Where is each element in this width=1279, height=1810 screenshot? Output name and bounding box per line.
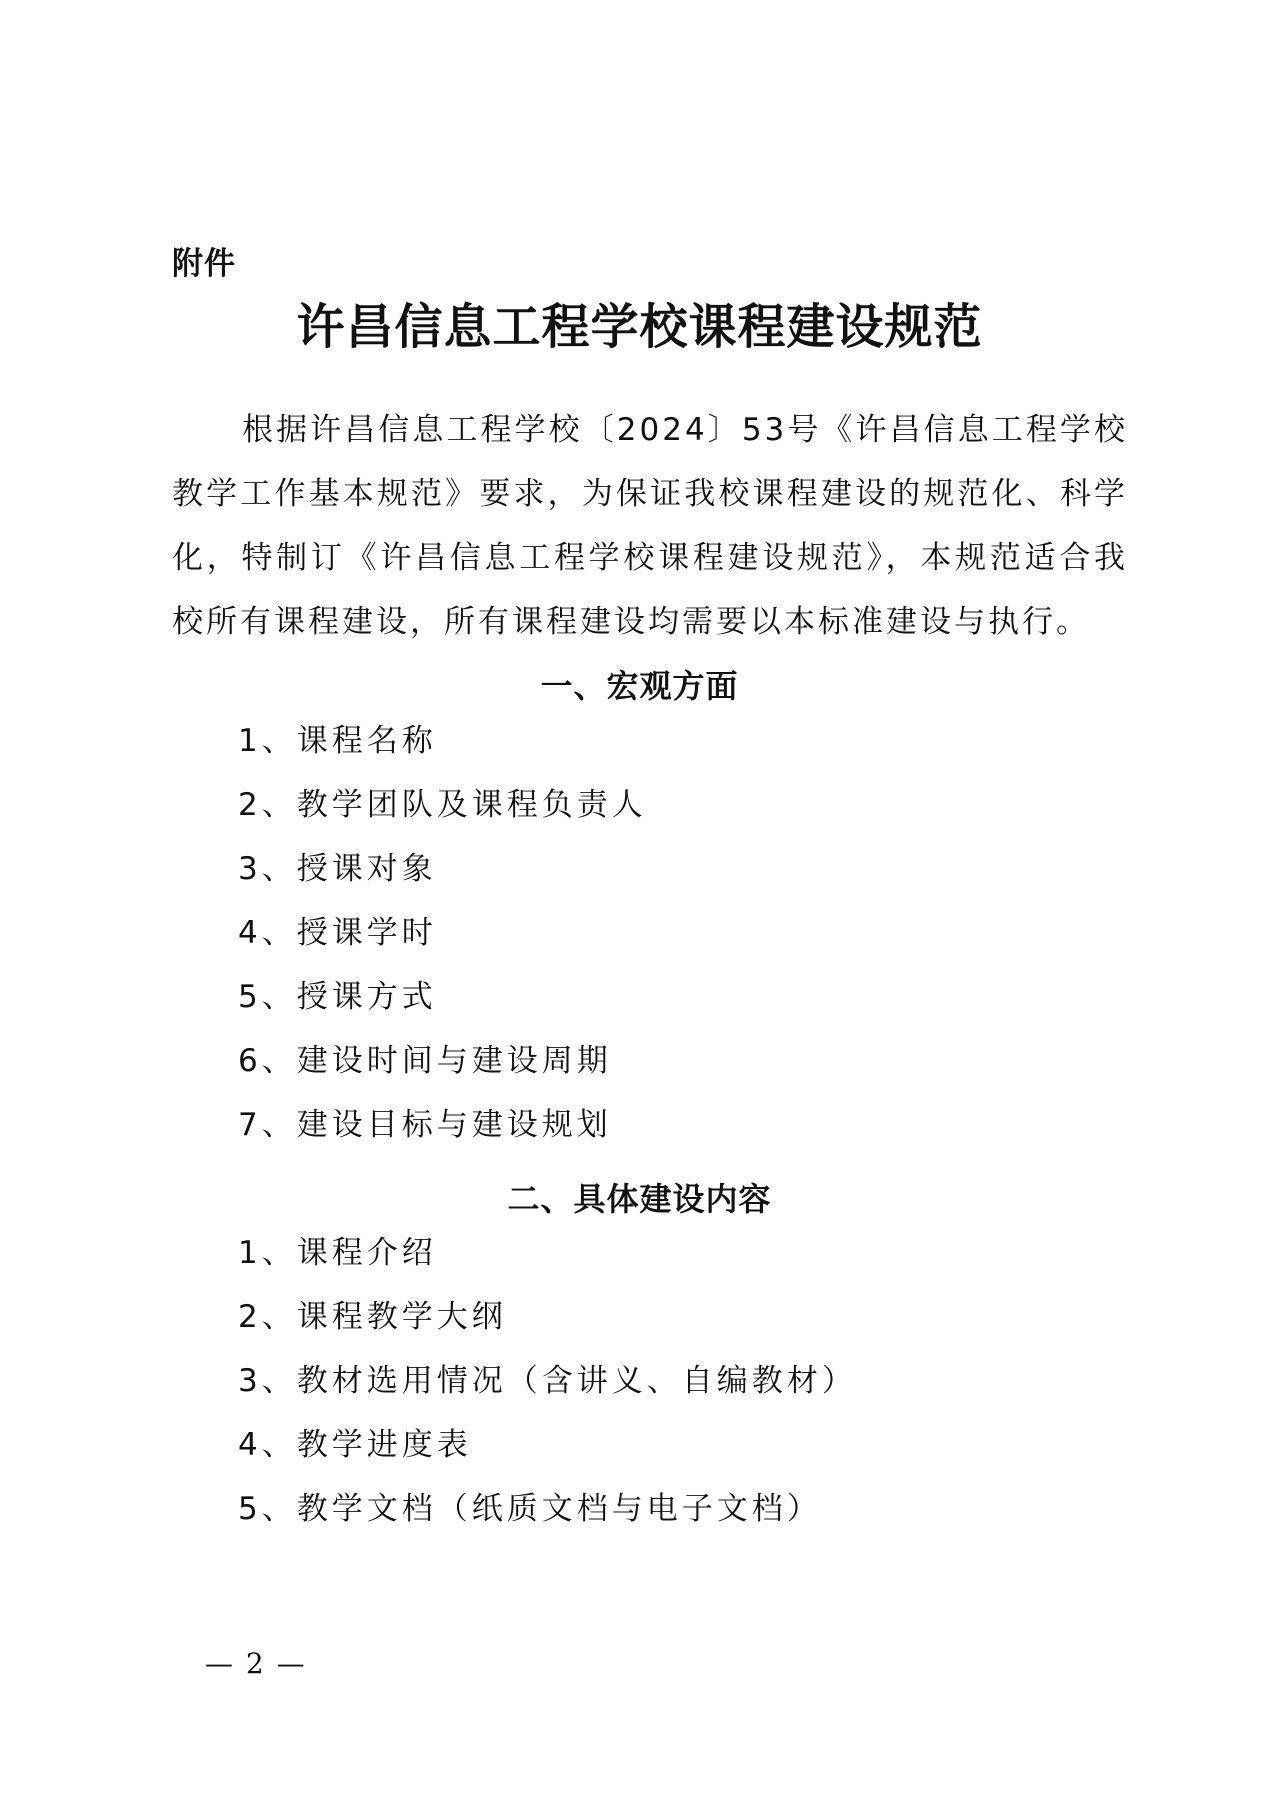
list-item: 3、教材选用情况（含讲义、自编教材） [238,1363,857,1399]
list-item: 2、教学团队及课程负责人 [238,787,647,823]
list-item: 7、建设目标与建设规划 [238,1107,612,1143]
list-item: 5、教学文档（纸质文档与电子文档） [238,1491,822,1527]
document-title: 许昌信息工程学校课程建设规范 [296,299,983,355]
attachment-label: 附件 [172,246,236,282]
list-item: 4、教学进度表 [238,1427,472,1463]
list-item: 1、课程介绍 [238,1235,437,1271]
section-heading-macro: 一、宏观方面 [540,667,739,705]
page-number: — 2 — [205,1647,307,1680]
list-item: 6、建设时间与建设周期 [238,1043,612,1079]
list-item: 1、课程名称 [238,723,437,759]
macro-list [238,709,647,1157]
list-item: 3、授课对象 [238,851,437,887]
content-list [238,1221,857,1541]
section-heading-content: 二、具体建设内容 [507,1180,772,1218]
list-item: 4、授课学时 [238,915,437,951]
list-item: 5、授课方式 [238,979,437,1015]
list-item: 2、课程教学大纲 [238,1299,507,1335]
intro-paragraph: 根据许昌信息工程学校〔2024〕53号《许昌信息工程学校教学工作基本规范》要求，为保证我校课程建设的规范化、科学化，特制订《许昌信息工程学校课程建设规范》，本规范适合我校所有课程建设，所有课程建设均需要以本标准建设与执行。 [172,412,1128,640]
